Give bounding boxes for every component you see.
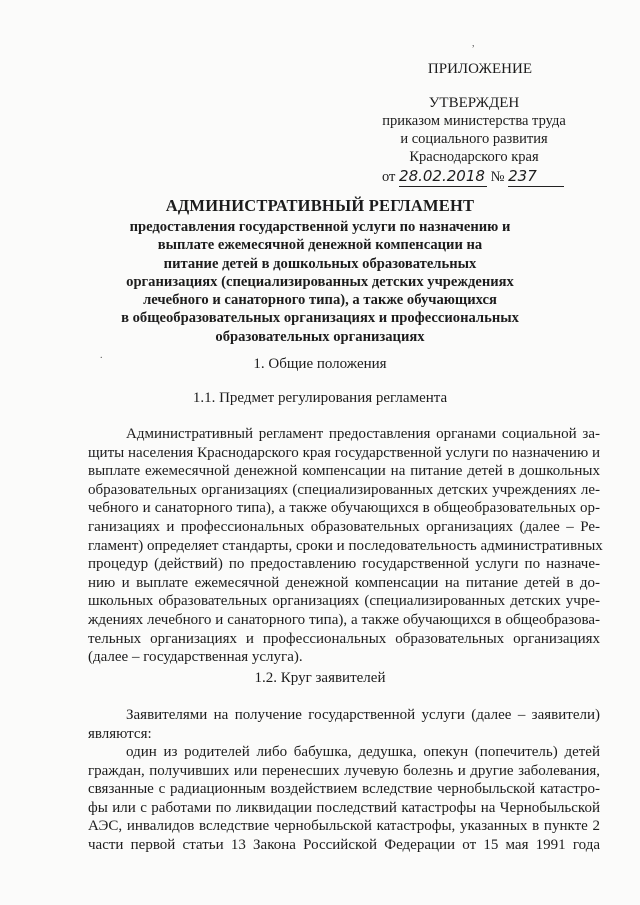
order-date-number bbox=[374, 166, 574, 187]
text-line: ждениях лечебного и санаторного типа), а также обучающихся в общеобразова- bbox=[88, 611, 600, 628]
title-line: образовательных организациях bbox=[215, 328, 425, 345]
text-line: нию и выплате ежемесячной денежной компенсации на питание детей в до- bbox=[88, 574, 600, 591]
section-heading-1-2: 1.2. Круг заявителей bbox=[254, 670, 386, 686]
title-line: лечебного и санаторного типа), а также обучающихся bbox=[143, 292, 497, 309]
title-subtitle bbox=[60, 218, 580, 346]
approval-line-3: Краснодарского края bbox=[409, 149, 539, 165]
scan-speck: . bbox=[100, 350, 103, 361]
text-line: один из родителей либо бабушка, дедушка, опекун (попечитель) детей bbox=[126, 744, 600, 760]
text-line: тельных организациях и профессиональных образовательных организациях bbox=[88, 630, 600, 647]
text-line: АЭС, инвалидов вследствие чернобыльской катастрофы, указанных в пункте 2 bbox=[88, 818, 600, 835]
handwritten-number: 237 bbox=[508, 166, 564, 187]
text-line: связанные с радиационным воздействием вследствие чернобыльской катастро- bbox=[88, 781, 600, 798]
text-line: щиты населения Краснодарского края государственной услуги по назначению и bbox=[88, 444, 600, 461]
text-line: гламент) определяет стандарты, сроки и последовательность административных bbox=[88, 537, 603, 554]
scan-speck: , bbox=[472, 38, 475, 49]
section-heading-1: 1. Общие положения bbox=[253, 356, 387, 372]
number-prefix: № bbox=[490, 169, 505, 185]
title-line: в общеобразовательных организациях и профессиональных bbox=[121, 310, 519, 327]
approval-line-1: приказом министерства труда bbox=[382, 113, 566, 129]
title-line: питание детей в дошкольных образовательных bbox=[163, 255, 477, 272]
approved-label: УТВЕРЖДЕН bbox=[428, 95, 520, 111]
approval-block bbox=[374, 60, 574, 187]
title-line: выплате ежемесячной денежной компенсации на bbox=[157, 237, 483, 254]
title-line: предоставления государственной услуги по назначению и bbox=[129, 219, 511, 235]
approval-line-2: и социального развития bbox=[400, 131, 548, 147]
section-heading-1-1: 1.1. Предмет регулирования регламента bbox=[192, 390, 448, 406]
paragraph-applicants-list bbox=[88, 743, 600, 855]
text-line: ганизациях и профессиональных образовательных организациях (далее – Ре- bbox=[88, 518, 600, 535]
text-line: (далее – государственная услуга). bbox=[88, 649, 303, 666]
text-line: фы или с работами по ликвидации последствий катастрофы на Чернобыльской bbox=[88, 799, 600, 816]
text-line: школьных образовательных организациях (специализированных детских учре- bbox=[88, 593, 600, 610]
title-line: организациях (специализированных детских учреждениях bbox=[126, 273, 514, 290]
appendix-label: ПРИЛОЖЕНИЕ bbox=[427, 61, 532, 77]
text-line: образовательных организациях (специализированных детских учреждениях ле- bbox=[88, 481, 600, 498]
text-line: являются: bbox=[88, 725, 152, 742]
paragraph-subject bbox=[88, 425, 603, 667]
text-line: процедур (действий) по предоставлению государственной услуги по назначе- bbox=[88, 556, 600, 573]
paragraph-applicants bbox=[88, 706, 600, 743]
document-title bbox=[60, 196, 580, 346]
text-line: граждан, получивших или перенесших лучевую болезнь и другие заболевания, bbox=[88, 762, 600, 779]
text-line: Заявителями на получение государственной услуги (далее – заявители) bbox=[126, 707, 600, 723]
text-line: Административный регламент предоставления органами социальной за- bbox=[126, 426, 600, 442]
text-line: части первой статьи 13 Закона Российской Федерации от 15 мая 1991 года bbox=[88, 836, 600, 853]
text-line: чебного и санаторного типа), а также обучающихся в общеобразовательных ор- bbox=[88, 500, 600, 517]
title-main: АДМИНИСТРАТИВНЫЙ РЕГЛАМЕНТ bbox=[165, 196, 475, 215]
text-line: выплате ежемесячной денежной компенсации на питание детей в дошкольных bbox=[88, 463, 600, 480]
date-prefix: от bbox=[382, 169, 396, 185]
handwritten-date: 28.02.2018 bbox=[399, 166, 487, 187]
